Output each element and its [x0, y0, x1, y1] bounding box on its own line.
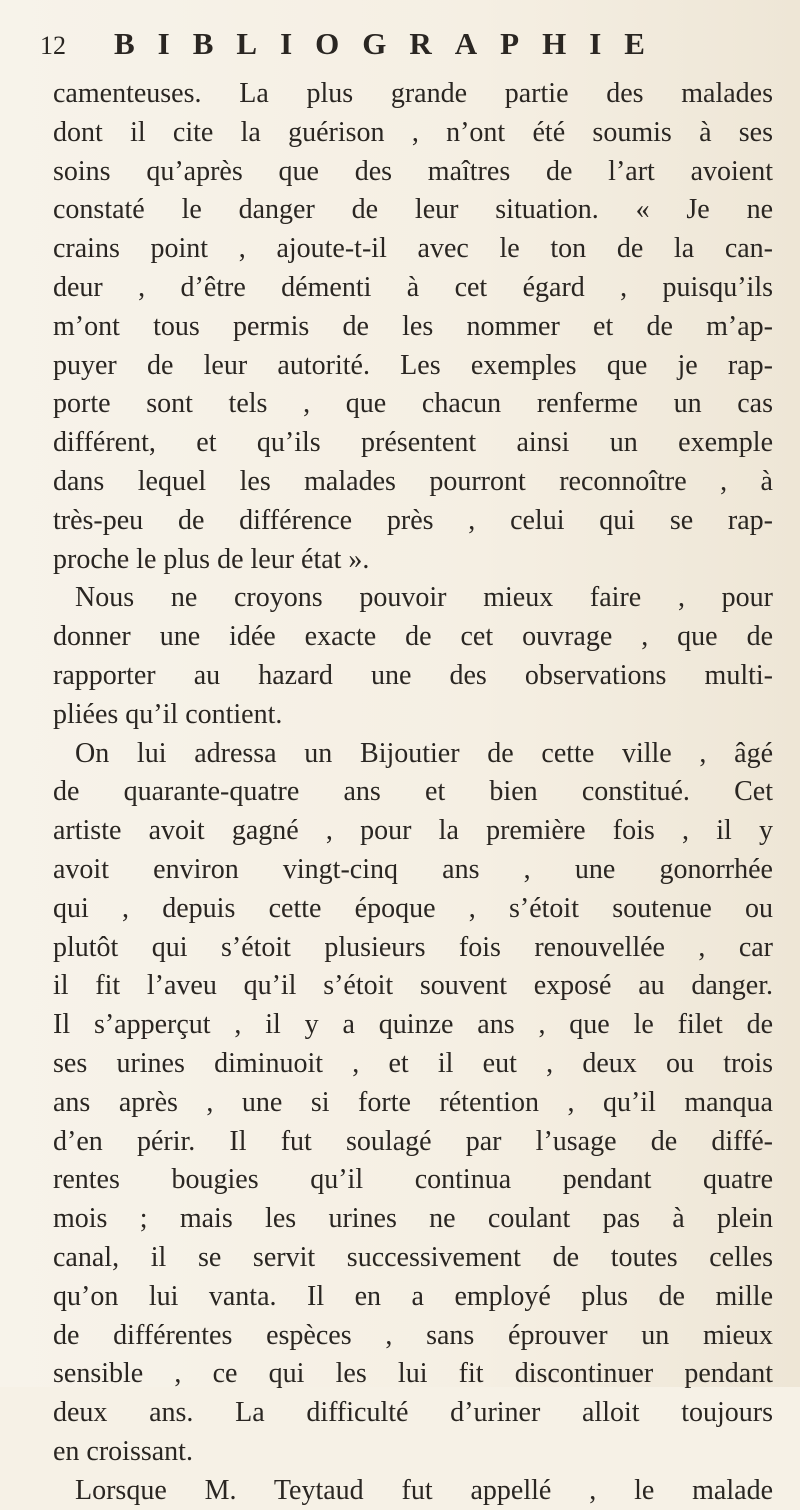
- text-line: constaté le danger de leur situation. « Je ne: [53, 194, 773, 226]
- text-line: plutôt qui s’étoit plusieurs fois renouvellée , car: [53, 931, 773, 963]
- text-line: camenteuses. La plus grande partie des malades: [53, 78, 773, 109]
- text-line: d’en périr. Il fut soulagé par l’usage de diffé-: [53, 1125, 773, 1157]
- text-line: Nous ne croyons pouvoir mieux faire , pour: [75, 582, 773, 614]
- text-line: de différentes espèces , sans éprouver un mieux: [53, 1319, 773, 1351]
- text-line: donner une idée exacte de cet ouvrage , que de: [53, 621, 773, 653]
- text-line: de quarante-quatre ans et bien constitué. Cet: [53, 776, 773, 808]
- text-line: très-peu de différence près , celui qui se rap-: [53, 504, 773, 536]
- body-text: [53, 75, 773, 1510]
- text-line: qui , depuis cette époque , s’étoit soutenue ou: [53, 892, 773, 924]
- text-line: dont il cite la guérison , n’ont été soumis à ses: [53, 116, 773, 148]
- text-line: ans après , une si forte rétention , qu’il manqua: [53, 1086, 773, 1118]
- text-line: crains point , ajoute-t-il avec le ton de la can-: [53, 233, 773, 265]
- text-line: rentes bougies qu’il continua pendant quatre: [53, 1164, 773, 1196]
- text-line: ses urines diminuoit , et il eut , deux ou trois: [53, 1047, 773, 1079]
- text-line: Il s’apperçut , il y a quinze ans , que le filet de: [53, 1009, 773, 1041]
- running-title: BIBLIOGRAPHIE: [114, 26, 668, 61]
- page-header: [40, 26, 780, 72]
- text-line: deur , d’être démenti à cet égard , puisqu’ils: [53, 271, 773, 303]
- text-line: pliées qu’il contient.: [53, 698, 283, 730]
- text-line: qu’on lui vanta. Il en a employé plus de mille: [53, 1280, 773, 1312]
- text-line: rapporter au hazard une des observations multi-: [53, 659, 773, 691]
- text-line: puyer de leur autorité. Les exemples que je rap-: [53, 349, 773, 381]
- text-line: sensible , ce qui les lui fit discontinuer pendant: [53, 1358, 773, 1390]
- text-line: mois ; mais les urines ne coulant pas à plein: [53, 1203, 773, 1235]
- text-line: dans lequel les malades pourront reconnoître , à: [53, 465, 773, 497]
- text-line: proche le plus de leur état ».: [53, 543, 370, 575]
- text-line: m’ont tous permis de les nommer et de m’ap-: [53, 310, 773, 342]
- text-line: il fit l’aveu qu’il s’étoit souvent exposé au danger.: [53, 970, 773, 1002]
- text-line: Lorsque M. Teytaud fut appellé , le malade: [75, 1474, 773, 1506]
- text-line: différent, et qu’ils présentent ainsi un exemple: [53, 427, 773, 459]
- text-line: avoit environ vingt-cinq ans , une gonorrhée: [53, 853, 773, 885]
- text-line: On lui adressa un Bijoutier de cette ville , âgé: [75, 737, 773, 769]
- text-line: en croissant.: [53, 1435, 193, 1467]
- text-line: soins qu’après que des maîtres de l’art avoient: [53, 155, 773, 187]
- text-line: porte sont tels , que chacun renferme un cas: [53, 388, 773, 420]
- text-line: deux ans. La difficulté d’uriner alloit toujours: [53, 1397, 773, 1429]
- text-line: canal, il se servit successivement de toutes celles: [53, 1241, 773, 1273]
- page-number: 12: [40, 31, 66, 60]
- text-line: artiste avoit gagné , pour la première fois , il y: [53, 815, 773, 847]
